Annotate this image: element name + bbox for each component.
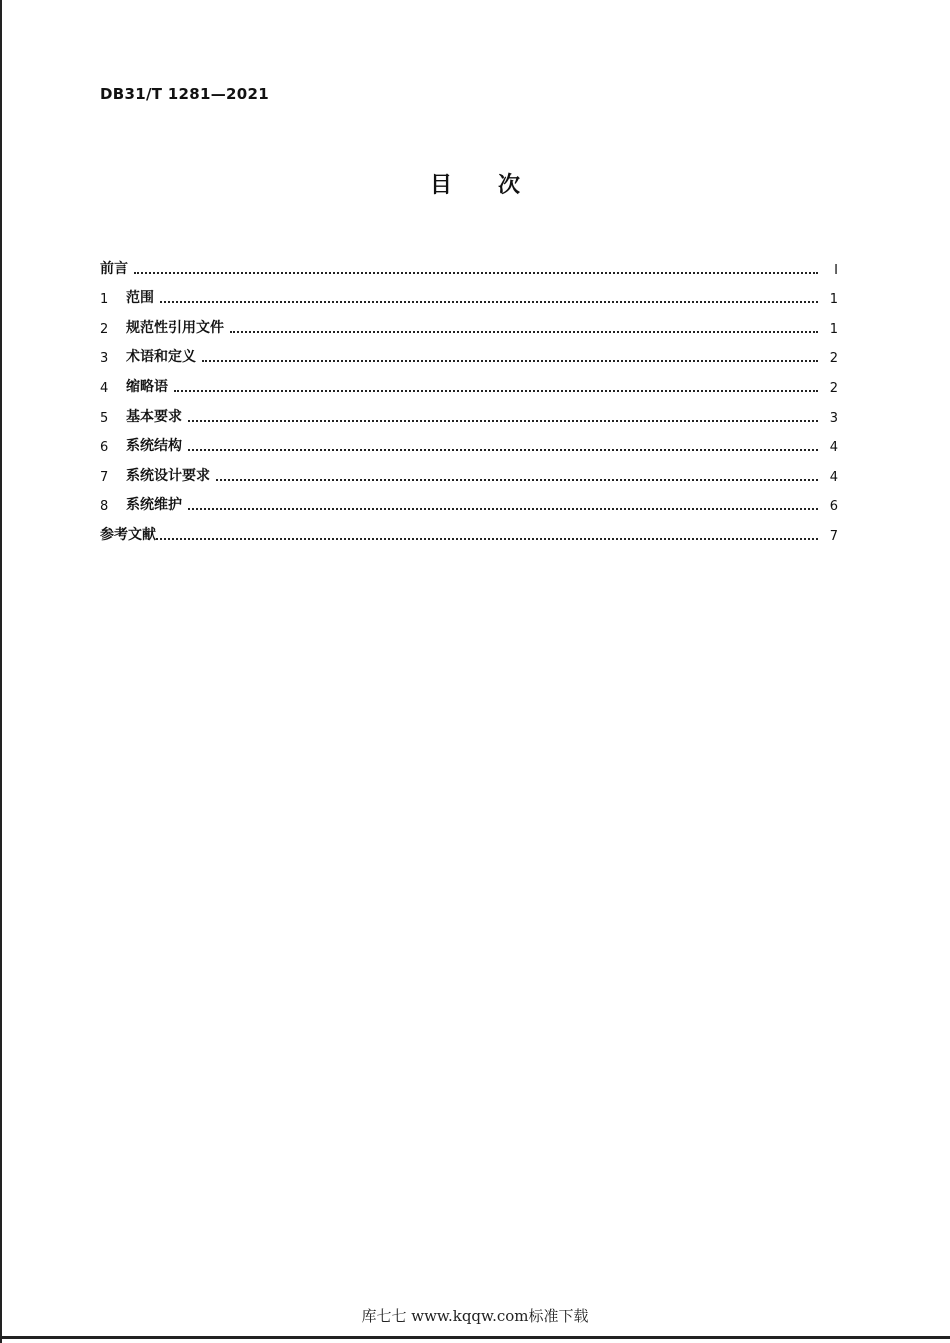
toc-leader-dots [134, 262, 818, 274]
toc-entry-page: 7 [829, 528, 838, 544]
toc-entry-page: 2 [829, 351, 838, 367]
toc-entry-number: 8 [100, 499, 109, 515]
page-bottom-border [0, 1336, 950, 1339]
toc-leader-dots [216, 469, 818, 481]
toc-entry-4[interactable] [100, 366, 838, 396]
toc-entry-page: 4 [829, 440, 838, 456]
toc-leader-dots [160, 291, 818, 303]
table-of-contents [100, 248, 838, 544]
toc-entry-label: 参考文献 [100, 526, 156, 543]
toc-leader-dots [188, 498, 818, 510]
toc-entry-label: 规范性引用文件 [126, 319, 224, 336]
toc-entry-page: 1 [829, 292, 838, 308]
toc-leader-dots [188, 439, 818, 451]
toc-title-char-1: 目 [429, 173, 452, 198]
toc-entry-1[interactable] [100, 278, 838, 308]
toc-entry-page: 4 [829, 469, 838, 485]
toc-entry-foreword[interactable] [100, 248, 838, 278]
toc-entry-label: 系统维护 [126, 497, 182, 514]
toc-entry-label: 系统设计要求 [126, 467, 210, 484]
toc-leader-dots [188, 410, 818, 422]
toc-entry-number: 7 [100, 469, 109, 485]
page-left-border [0, 0, 2, 1343]
toc-entry-label: 术语和定义 [126, 349, 196, 366]
toc-entry-2[interactable] [100, 307, 838, 337]
toc-entry-number: 3 [100, 351, 109, 367]
toc-entry-page: I [834, 262, 838, 278]
toc-entry-page: 1 [829, 321, 838, 337]
toc-entry-number: 1 [100, 292, 109, 308]
toc-leader-dots [230, 321, 818, 333]
toc-entry-bibliography[interactable] [100, 514, 838, 544]
toc-entry-label: 系统结构 [126, 438, 182, 455]
toc-entry-8[interactable] [100, 485, 838, 515]
document-id: DB31/T 1281—2021 [100, 85, 269, 103]
toc-entry-5[interactable] [100, 396, 838, 426]
toc-entry-label: 前言 [100, 260, 128, 277]
toc-entry-page: 6 [829, 499, 838, 515]
toc-entry-3[interactable] [100, 337, 838, 367]
toc-entry-number: 4 [100, 380, 109, 396]
toc-entry-page: 2 [829, 380, 838, 396]
toc-leader-dots [174, 380, 818, 392]
toc-leader-dots [202, 350, 818, 362]
footer-watermark-text: 库七七 www.kqqw.com标准下载 [361, 1307, 589, 1325]
toc-entry-label: 范围 [126, 290, 154, 307]
toc-entry-number: 5 [100, 410, 109, 426]
toc-entry-page: 3 [829, 410, 838, 426]
toc-leader-dots [156, 528, 818, 540]
toc-title-char-2: 次 [498, 173, 521, 198]
toc-entry-6[interactable] [100, 426, 838, 456]
toc-entry-7[interactable] [100, 455, 838, 485]
toc-entry-label: 缩略语 [126, 378, 168, 395]
toc-entry-number: 2 [100, 321, 109, 337]
toc-entry-number: 6 [100, 440, 109, 456]
toc-title [0, 168, 950, 199]
toc-entry-label: 基本要求 [126, 408, 182, 425]
